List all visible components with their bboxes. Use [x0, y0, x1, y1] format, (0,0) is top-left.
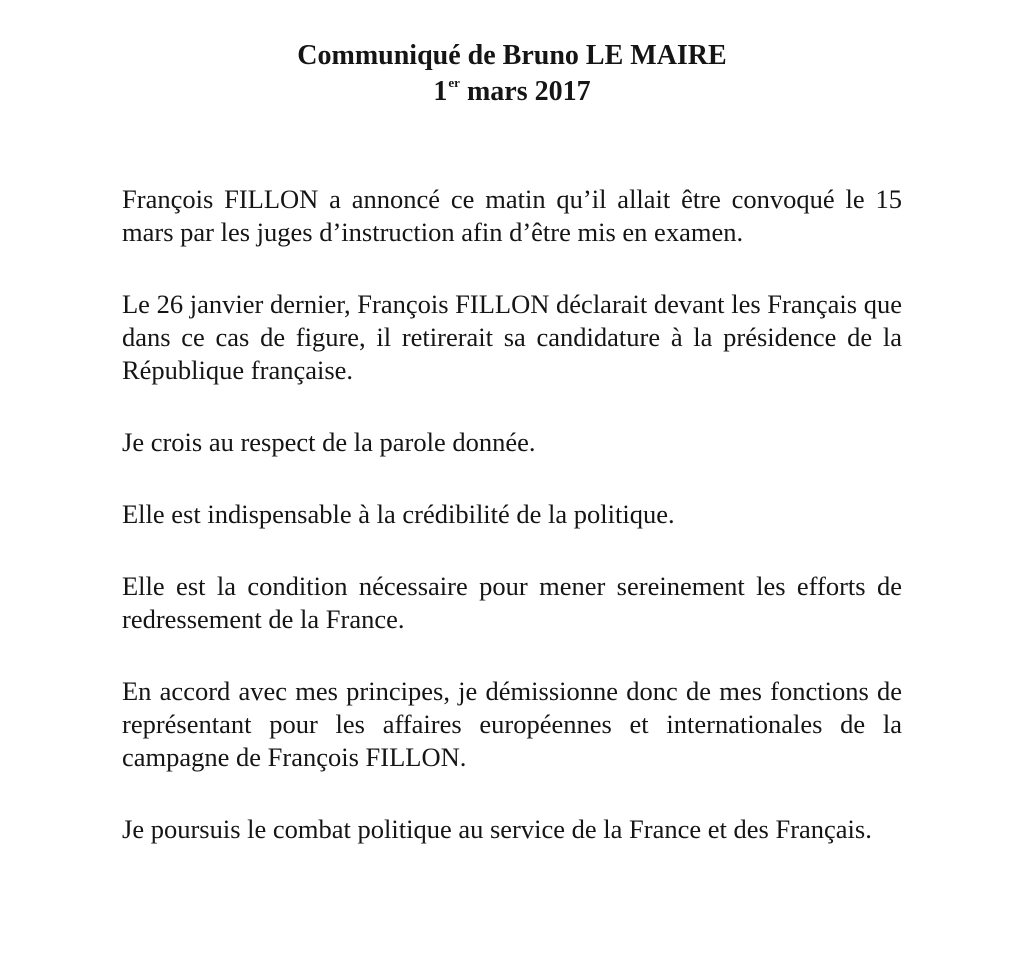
- paragraph-credibility: Elle est indispensable à la crédibilité de la politique.: [122, 499, 675, 529]
- document-title: Communiqué de Bruno LE MAIRE: [297, 40, 727, 71]
- paragraph-closing: Je poursuis le combat politique au service de la France et des Français.: [122, 814, 872, 844]
- date-month-year: mars 2017: [466, 76, 591, 107]
- document-header: [0, 38, 1024, 110]
- paragraph-announcement: François FILLON a annoncé ce matin qu’il allait être convoqué le 15 mars par les juges d’instruction afin d’être mis en examen.: [122, 184, 902, 247]
- document-body: [122, 183, 902, 885]
- paragraph-past-statement: Le 26 janvier dernier, François FILLON déclarait devant les Français que dans ce cas de figure, il retirerait sa candidature à la présidence de la République française.: [122, 289, 902, 385]
- date-day: 1: [433, 76, 448, 107]
- paragraph-belief: Je crois au respect de la parole donnée.: [122, 427, 536, 457]
- document-date: [0, 74, 1024, 110]
- date-ordinal-suffix: er: [448, 75, 460, 90]
- paragraph-resignation: En accord avec mes principes, je démissionne donc de mes fonctions de représentant pour les affaires européennes et internationales de la campagne de François FILLON.: [122, 676, 902, 772]
- paragraph-condition: Elle est la condition nécessaire pour mener sereinement les efforts de redressement de la France.: [122, 571, 902, 634]
